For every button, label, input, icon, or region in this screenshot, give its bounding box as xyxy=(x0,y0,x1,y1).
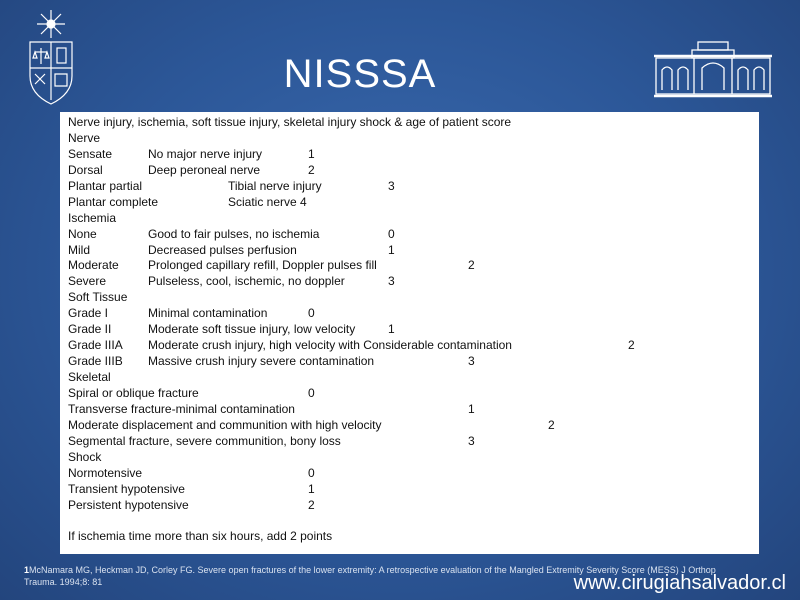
category-label: Sensate xyxy=(68,146,113,161)
description: Moderate soft tissue injury, low velocity xyxy=(148,322,356,337)
section-label: Skeletal xyxy=(68,370,111,384)
description: Spiral or oblique fracture xyxy=(68,385,199,400)
score-table-box xyxy=(60,112,759,554)
score: 3 xyxy=(388,274,395,289)
score: 3 xyxy=(468,354,475,369)
description: Sciatic nerve 4 xyxy=(228,194,307,209)
description: Minimal contamination xyxy=(148,306,268,321)
description: Transverse fracture-minimal contamination xyxy=(68,401,295,416)
section-label: Ischemia xyxy=(68,210,117,225)
table-row xyxy=(60,195,759,211)
section-soft-tissue xyxy=(60,290,759,306)
category-label: Dorsal xyxy=(68,162,103,177)
description: Prolonged capillary refill, Doppler pulses fill xyxy=(148,258,377,273)
heading-text: Nerve injury, ischemia, soft tissue injury, skeletal injury shock & age of patient score xyxy=(68,115,512,129)
section-skeletal xyxy=(60,370,759,386)
category-label: Persistent hypotensive xyxy=(68,497,189,512)
description: No major nerve injury xyxy=(148,146,263,161)
category-label: None xyxy=(68,226,97,241)
description: Massive crush injury severe contamination xyxy=(148,354,375,369)
table-row xyxy=(60,434,759,450)
score: 2 xyxy=(468,258,475,273)
table-row xyxy=(60,466,759,482)
description: Deep peroneal nerve xyxy=(148,162,261,177)
description: Pulseless, cool, ischemic, no doppler xyxy=(148,274,345,289)
reference-number: 1 xyxy=(24,565,30,575)
score: 1 xyxy=(468,401,475,416)
star-icon xyxy=(37,10,65,38)
table-row xyxy=(60,322,759,338)
score: 3 xyxy=(388,178,395,193)
spacer-row xyxy=(60,513,759,529)
table-row xyxy=(60,498,759,514)
table-row xyxy=(60,386,759,402)
description: Moderate crush injury, high velocity with Considerable contamination xyxy=(148,338,512,353)
category-label: Mild xyxy=(68,242,91,257)
category-label: Plantar partial xyxy=(68,178,143,193)
table-row xyxy=(60,418,759,434)
category-label: Transient hypotensive xyxy=(68,481,185,496)
score: 0 xyxy=(388,226,395,241)
table-row xyxy=(60,338,759,354)
score: 2 xyxy=(308,162,315,177)
note-text: If ischemia time more than six hours, add 2 points xyxy=(68,529,333,544)
score: 2 xyxy=(308,497,315,512)
category-label: Grade II xyxy=(68,322,112,337)
score: 1 xyxy=(388,242,395,257)
category-label: Moderate xyxy=(68,258,119,273)
note-row xyxy=(60,529,759,545)
score: 0 xyxy=(308,465,315,480)
score: 1 xyxy=(308,481,315,496)
category-label: Grade I xyxy=(68,306,109,321)
category-label: Normotensive xyxy=(68,465,143,480)
table-row xyxy=(60,402,759,418)
table-row xyxy=(60,179,759,195)
category-label: Severe xyxy=(68,274,107,289)
website-url[interactable]: www.cirugiahsalvador.cl xyxy=(573,572,786,594)
section-shock xyxy=(60,450,759,466)
table-row xyxy=(60,258,759,274)
table-row xyxy=(60,482,759,498)
slide-title: NISSSA xyxy=(283,52,437,96)
description: Segmental fracture, severe communition, bony loss xyxy=(68,433,341,448)
table-row xyxy=(60,274,759,290)
score: 1 xyxy=(388,322,395,337)
heading-row xyxy=(60,115,759,131)
table-row xyxy=(60,163,759,179)
section-label: Soft Tissue xyxy=(68,290,128,305)
category-label: Grade IIIB xyxy=(68,354,123,369)
description: Moderate displacement and communition with high velocity xyxy=(68,417,382,432)
section-label: Nerve xyxy=(68,130,101,145)
section-nerve xyxy=(60,131,759,147)
section-label: Shock xyxy=(68,449,102,464)
category-label: Grade IIIA xyxy=(68,338,123,353)
score: 2 xyxy=(548,417,555,432)
description: Good to fair pulses, no ischemia xyxy=(148,226,320,241)
reference-text: McNamara MG, Heckman JD, Corley FG. Severe open fractures of the lower extremity: A retrospective evaluation of the Mangled Extremity Severity Score (MESS) J Orthop Trauma. 1994;8: 81 xyxy=(24,565,716,587)
description: Tibial nerve injury xyxy=(228,178,322,193)
category-label: Plantar complete xyxy=(68,194,159,209)
table-row xyxy=(60,243,759,259)
score: 1 xyxy=(308,146,315,161)
table-row xyxy=(60,227,759,243)
section-ischemia xyxy=(60,211,759,227)
score: 0 xyxy=(308,306,315,321)
score: 0 xyxy=(308,385,315,400)
description: Decreased pulses perfusion xyxy=(148,242,297,257)
table-row xyxy=(60,306,759,322)
table-row xyxy=(60,354,759,370)
score: 3 xyxy=(468,433,475,448)
table-row xyxy=(60,147,759,163)
score: 2 xyxy=(628,338,635,353)
